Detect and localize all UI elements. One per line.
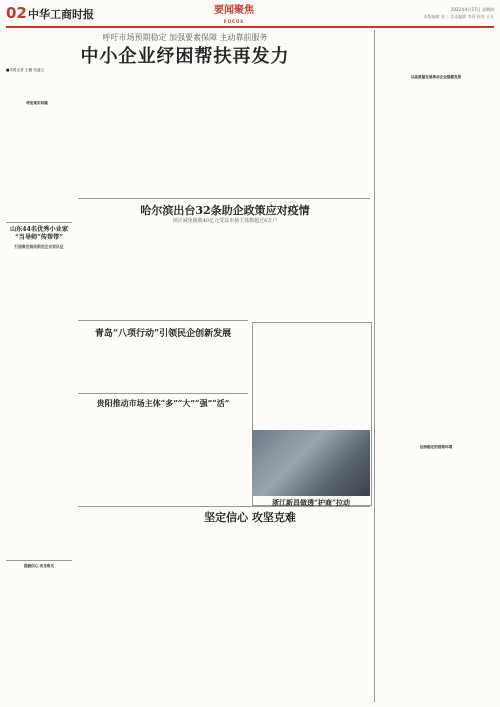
left-story-headline: 山东44名优秀小业家 “当导师”传帮带” (9, 226, 69, 241)
page-number: 02 (6, 4, 27, 22)
lead-column-3 (144, 68, 212, 193)
inset-column-1 (256, 327, 310, 447)
right-subhead-2: 法治稳定的营商环境 (419, 445, 453, 449)
column-subtitle: FOCUS (223, 19, 245, 24)
inset-column-2 (313, 327, 367, 447)
lead-kicker: 呼吁市场预期稳定 加强要素保障 主动靠前服务 (102, 33, 268, 42)
bottom-headline: 坚定信心 攻坚克难 (204, 511, 296, 524)
page-header (6, 4, 494, 28)
qingdao-headline: 青岛“八项行动”引领民企创新发展 (94, 329, 232, 339)
left-story-body (6, 252, 72, 557)
mid-story-column-3 (226, 226, 296, 318)
right-column-top (378, 36, 494, 236)
lead-column-2 (72, 68, 140, 193)
mid-story-column-2 (152, 226, 222, 318)
guiyang-column-1 (78, 410, 162, 504)
left-story-subhead: 打造鲁优商创新型企业家队伍 (14, 244, 64, 249)
left-bottom-subhead: 提振信心 攻克难关 (23, 564, 54, 568)
newspaper-name: 中华工商时报 (28, 8, 94, 21)
dateline: 2022年4月17日 星期四 (450, 7, 494, 12)
mid-story-column-4 (300, 226, 370, 318)
guiyang-headline: 贵阳推动市场主体“多”“大”“强”“活” (96, 398, 230, 408)
lead-column-4 (216, 68, 284, 193)
left-bottom-body (6, 563, 72, 703)
editors-line: 本版编辑 张三 美术编辑 李四 校对 王五 (423, 14, 494, 19)
qingdao-column-1 (78, 340, 162, 392)
right-subhead-1: 以高质量发展推动企业稳健发展 (410, 74, 462, 79)
bottom-column-2 (152, 524, 222, 704)
qingdao-column-2 (166, 340, 248, 392)
lead-subhead-1: 呼应现实问题 (26, 101, 48, 106)
lead-byline: ■本报记者 王璐 吴凌云 (6, 68, 45, 72)
lead-headline: 中小企业纾困帮扶再发力 (80, 46, 290, 67)
right-column-bottom (378, 444, 494, 702)
bottom-column-3 (226, 524, 296, 704)
bottom-column-1 (78, 524, 148, 704)
mid-story-subtitle: 预计减免税收40亿元受益市场主体数超过6万户 (172, 218, 278, 224)
lead-column-5 (288, 68, 358, 193)
lead-column-1 (6, 68, 68, 218)
column-title: 要闻聚焦 FOCUS (214, 5, 254, 27)
zhejiang-caption: 浙江新昌做透“护商”拉动 (271, 498, 351, 507)
right-column-middle (378, 240, 494, 440)
mid-story-column-1 (78, 226, 148, 318)
mid-story-headline: 哈尔滨出台32条助企政策应对疫情 (140, 204, 310, 217)
bottom-column-4 (300, 524, 370, 704)
news-photo (252, 430, 370, 496)
guiyang-column-2 (166, 410, 248, 504)
